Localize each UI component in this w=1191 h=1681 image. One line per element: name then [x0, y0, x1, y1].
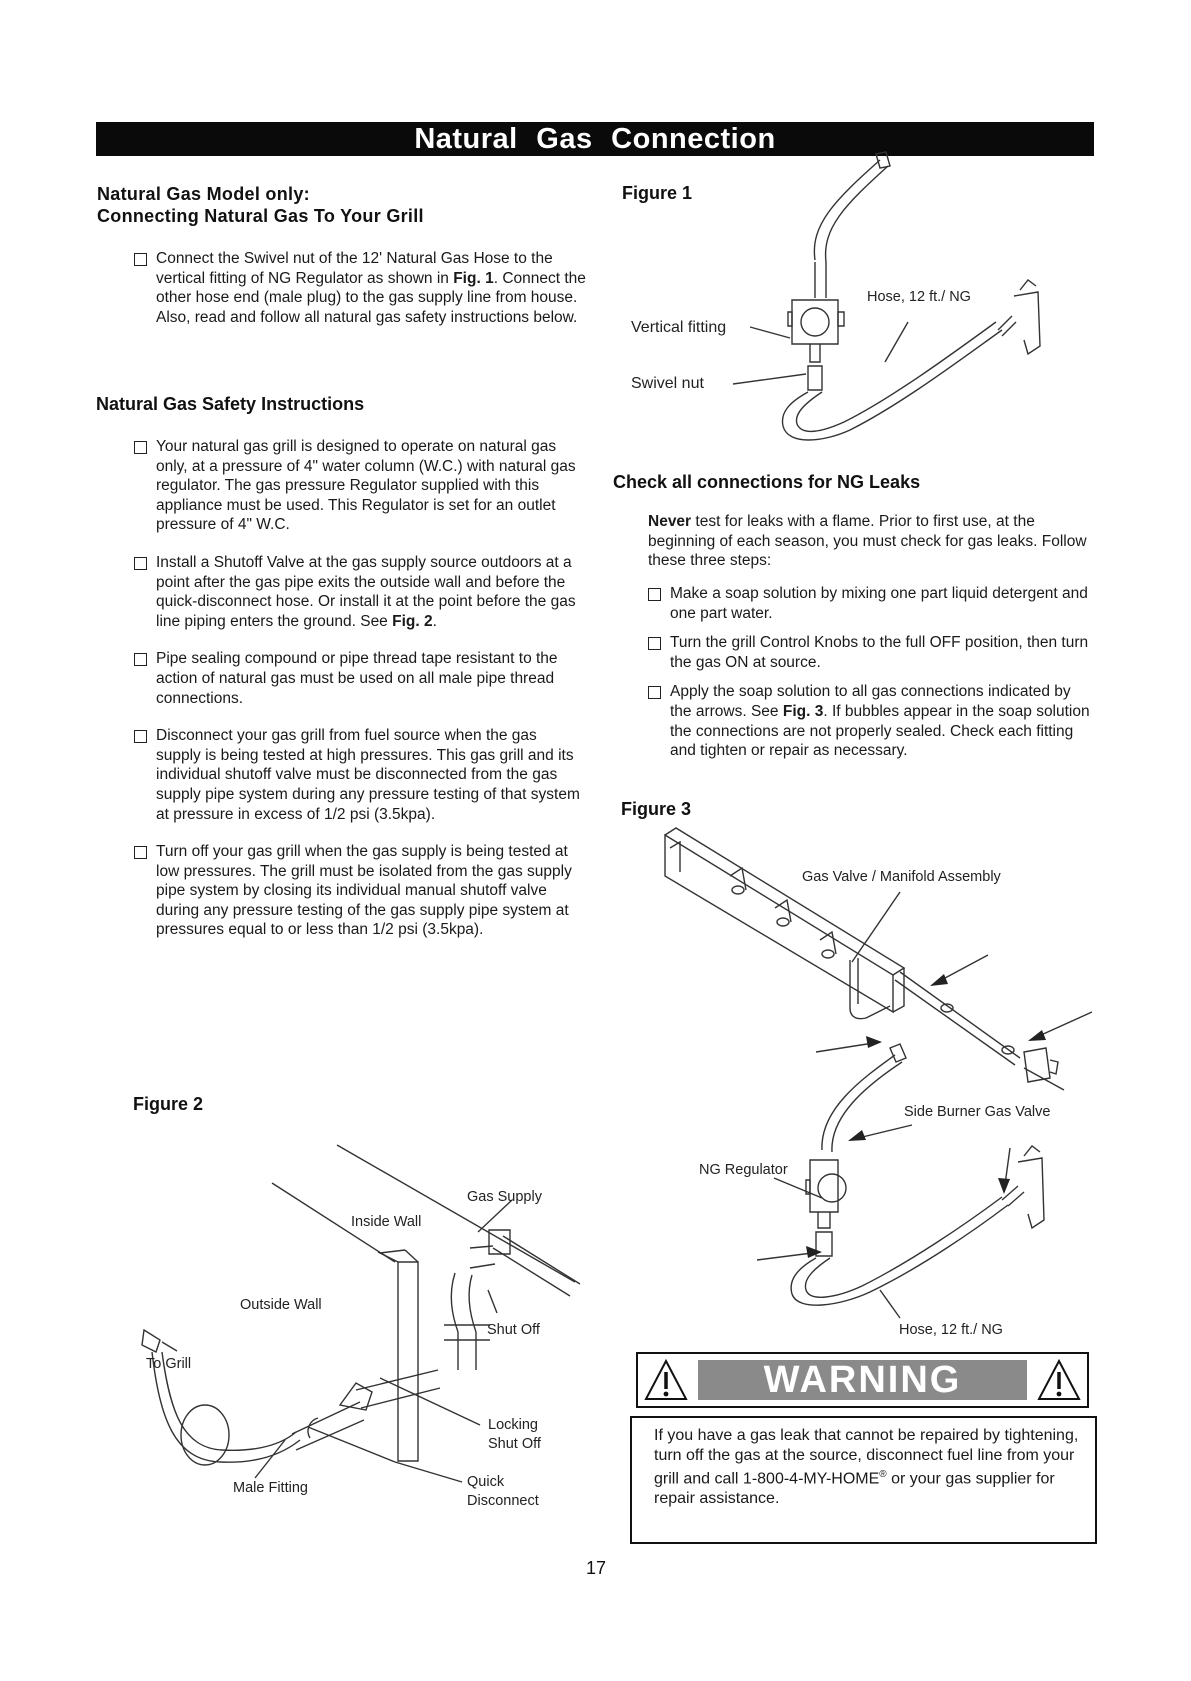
callout-vertical-fitting: Vertical fitting	[631, 319, 727, 336]
figure-2-label: Figure 2	[133, 1094, 204, 1114]
callout-inside-wall: Inside Wall	[351, 1214, 422, 1230]
page-title: Natural Gas Connection	[414, 122, 776, 155]
warning-label: WARNING	[763, 1358, 962, 1401]
safety-item: Turn off your gas grill when the gas supply is being tested at low pressures. The grill must be isolated from the gas supply pipe system by closing its individual manual shutoff valve during any pressure testing of the gas supply pipe system at pressures equal to or less than 1/2 psi (3.5kpa).	[134, 842, 584, 940]
safety-item: Your natural gas grill is designed to operate on natural gas only, at a pressure of 4" water column (W.C.) with natural gas regulator. The gas pressure Regulator supplied with this appliance must be used. This Regulator is set for an outlet pressure of 4" W.C.	[134, 437, 584, 535]
figure-3-label: Figure 3	[621, 799, 692, 819]
callout-gas-supply: Gas Supply	[467, 1189, 542, 1205]
warning-label-bg	[698, 1360, 1027, 1400]
callout-male-fitting: Male Fitting	[233, 1480, 308, 1496]
callout-outside-wall: Outside Wall	[240, 1297, 322, 1313]
registered-mark: ®	[879, 1469, 887, 1480]
safety-item: Pipe sealing compound or pipe thread tape resistant to the action of natural gas must be used on all male pipe thread connections.	[134, 649, 584, 708]
callout-to-grill: To Grill	[146, 1356, 192, 1372]
leaks-intro: Never test for leaks with a flame. Prior to first use, at the beginning of each season, you must check for gas leaks. Follow these three steps:	[648, 513, 1087, 570]
callout-locking-shut-off: Locking Shut Off	[488, 1417, 541, 1452]
warning-text: If you have a gas leak that cannot be repaired by tightening, turn off the gas at the source, disconnect fuel line from your grill and call 1-800-4-MY-HOME	[654, 1427, 1079, 1488]
safety-item: Disconnect your gas grill from fuel source when the gas supply is being tested at high pressures. This gas grill and its individual shutoff valve must be disconnected from the gas supply pipe system during any pressure testing of that system at pressure in excess of 1/2 psi (3.5kpa).	[134, 726, 584, 824]
callout-side-burner: Side Burner Gas Valve	[904, 1104, 1051, 1120]
figure-1-label: Figure 1	[622, 183, 693, 203]
callout-hose-fig1: Hose, 12 ft./ NG	[867, 289, 971, 305]
callout-ng-regulator: NG Regulator	[699, 1162, 788, 1178]
intro-text: Connect the Swivel nut of the 12' Natural Gas Hose to the vertical fitting of NG Regulator as shown in Fig. 1. Connect the other hose end (male plug) to the gas supply line from house. Also, read and follow all natural gas safety instructions below.	[156, 250, 586, 326]
warning-triangle-icon	[1037, 1358, 1081, 1402]
model-heading-line-1: Natural Gas Model only:	[97, 184, 310, 204]
warning-banner	[636, 1352, 1089, 1408]
warning-box	[630, 1416, 1097, 1544]
leak-step: Turn the grill Control Knobs to the full OFF position, then turn the gas ON at source.	[648, 633, 1092, 672]
callout-shut-off: Shut Off	[487, 1322, 540, 1338]
leaks-heading: Check all connections for NG Leaks	[613, 472, 921, 492]
safety-heading: Natural Gas Safety Instructions	[96, 394, 365, 414]
callout-hose-fig3: Hose, 12 ft./ NG	[899, 1322, 1003, 1338]
leak-step: Apply the soap solution to all gas connections indicated by the arrows. See Fig. 3. If bubbles appear in the soap solution the connections are not properly sealed. Check each fitting and tighten or repair as necessary.	[648, 682, 1092, 760]
leak-step: Make a soap solution by mixing one part liquid detergent and one part water.	[648, 584, 1092, 623]
warning-text-end: or your gas supplier for repair assistance.	[654, 1470, 1055, 1507]
callout-manifold: Gas Valve / Manifold Assembly	[802, 869, 1001, 885]
callout-quick-disconnect: Quick Disconnect	[467, 1474, 539, 1509]
callout-swivel-nut: Swivel nut	[631, 375, 704, 392]
safety-item: Install a Shutoff Valve at the gas supply source outdoors at a point after the gas pipe exits the outside wall and before the quick-disconnect hose. Or install it at the point before the gas line piping enters the ground. See Fig. 2.	[134, 553, 584, 631]
warning-triangle-icon	[644, 1358, 688, 1402]
page-number: 17	[586, 1558, 607, 1578]
model-heading-line-2: Connecting Natural Gas To Your Grill	[97, 206, 424, 226]
